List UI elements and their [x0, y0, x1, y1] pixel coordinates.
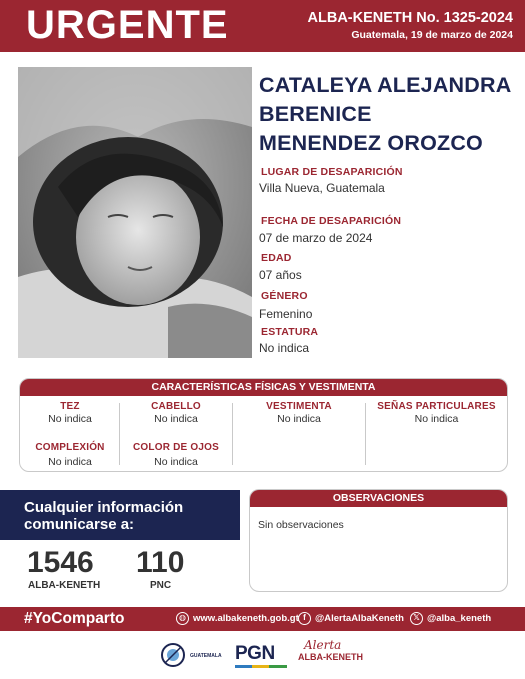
char-label-senas: SEÑAS PARTICULARES [377, 401, 496, 412]
field-value-date: 07 de marzo de 2024 [259, 231, 373, 245]
field-label-place: LUGAR DE DESAPARICIÓN [261, 166, 403, 178]
observations-title: OBSERVACIONES [250, 490, 507, 507]
alert-number: ALBA-KENETH No. 1325-2024 [307, 10, 513, 26]
char-label-cabello: CABELLO [151, 401, 201, 412]
contact-line-1: Cualquier información [24, 499, 184, 516]
hashtag: #YoComparto [24, 610, 125, 627]
field-label-date: FECHA DE DESAPARICIÓN [261, 215, 402, 227]
field-label-age: EDAD [261, 252, 292, 264]
coat-of-arms-icon [160, 641, 186, 669]
field-value-gender: Femenino [259, 307, 313, 321]
phone-alba-keneth: 1546 [27, 546, 94, 579]
char-label-vestimenta: VESTIMENTA [266, 401, 332, 412]
phone-label-alba-keneth: ALBA-KENETH [28, 580, 101, 591]
pgn-stripe-icon [235, 665, 287, 671]
alerta-script-text: Alerta [304, 638, 342, 652]
phone-pnc: 110 [136, 546, 185, 579]
field-label-gender: GÉNERO [261, 290, 308, 302]
government-logo [160, 641, 230, 669]
x-link[interactable]: @alba_keneth [427, 613, 492, 624]
field-value-age: 07 años [259, 268, 302, 282]
field-value-height: No indica [259, 341, 310, 355]
person-name-line-2: BERENICE [259, 102, 372, 126]
person-name-line-3: MENENDEZ OROZCO [259, 131, 483, 155]
char-value-ojos: No indica [154, 456, 198, 468]
field-label-height: ESTATURA [261, 326, 319, 338]
char-label-ojos: COLOR DE OJOS [133, 442, 219, 453]
alerta-name-text: ALBA-KENETH [298, 652, 363, 662]
website-link[interactable]: www.albakeneth.gob.gt [193, 613, 299, 624]
char-label-complexion: COMPLEXIÓN [35, 442, 105, 453]
x-icon: 𝕏 [410, 612, 423, 625]
facebook-icon: f [298, 612, 311, 625]
field-value-place: Villa Nueva, Guatemala [259, 181, 385, 195]
pgn-text: PGN [235, 643, 275, 664]
observations-text: Sin observaciones [258, 519, 344, 531]
char-value-tez: No indica [48, 413, 92, 425]
char-label-tez: TEZ [60, 401, 80, 412]
alerta-alba-keneth-logo [298, 638, 363, 670]
pgn-logo [235, 641, 287, 669]
globe-icon: ◍ [176, 612, 189, 625]
person-name-line-1: CATALEYA ALEJANDRA [259, 73, 512, 97]
urgente-title: URGENTE [26, 3, 229, 47]
facebook-link[interactable]: @AlertaAlbaKeneth [315, 613, 404, 624]
gov-text: GUATEMALA [190, 653, 222, 659]
observations-box [249, 489, 508, 592]
char-value-vestimenta: No indica [277, 413, 321, 425]
contact-text [24, 499, 183, 533]
missing-person-photo [18, 67, 252, 358]
contact-line-2: comunicarse a: [24, 516, 135, 533]
phone-label-pnc: PNC [150, 580, 172, 591]
char-value-complexion: No indica [48, 456, 92, 468]
characteristics-title: CARACTERÍSTICAS FÍSICAS Y VESTIMENTA [20, 379, 507, 396]
char-value-senas: No indica [414, 413, 459, 425]
alert-date: Guatemala, 19 de marzo de 2024 [351, 29, 513, 41]
char-value-cabello: No indica [154, 413, 198, 425]
characteristics-box [19, 378, 508, 472]
